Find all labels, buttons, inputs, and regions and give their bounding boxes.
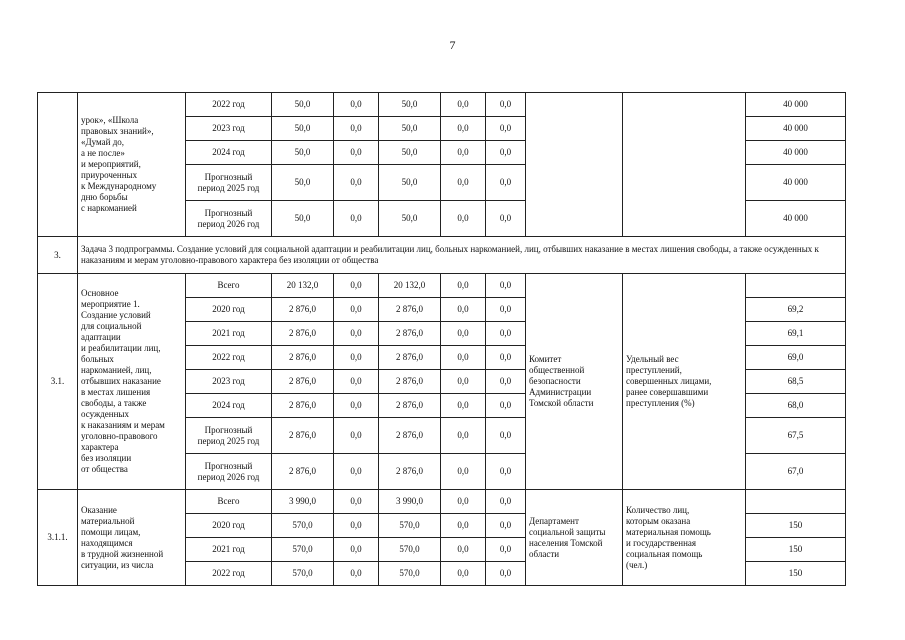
executor-cell <box>526 93 623 237</box>
other-cell: 0,0 <box>486 141 526 165</box>
activity-name-cell: Оказание материальной помощи лицам, находящимся в трудной жизненной ситуации, из числа <box>78 490 186 586</box>
total-cell: 570,0 <box>272 562 334 586</box>
period-cell: 2022 год <box>186 346 272 370</box>
period-cell: 2020 год <box>186 514 272 538</box>
target-value-cell <box>746 274 846 298</box>
indicator-cell <box>623 93 746 237</box>
federal-cell: 0,0 <box>334 346 379 370</box>
executor-cell: Департамент социальной защиты населения Томской области <box>526 490 623 586</box>
regional-cell: 50,0 <box>379 117 441 141</box>
total-cell: 2 876,0 <box>272 370 334 394</box>
regional-cell: 3 990,0 <box>379 490 441 514</box>
period-cell: Прогнозный период 2026 год <box>186 454 272 490</box>
target-value-cell: 69,1 <box>746 322 846 346</box>
federal-cell: 0,0 <box>334 298 379 322</box>
local-cell: 0,0 <box>441 418 486 454</box>
target-value-cell: 150 <box>746 514 846 538</box>
regional-cell: 2 876,0 <box>379 322 441 346</box>
total-cell: 2 876,0 <box>272 322 334 346</box>
regional-cell: 50,0 <box>379 93 441 117</box>
other-cell: 0,0 <box>486 93 526 117</box>
period-cell: 2021 год <box>186 322 272 346</box>
regional-cell: 2 876,0 <box>379 298 441 322</box>
activity-name-cell: урок», «Школа правовых знаний», «Думай до, а не после» и мероприятий, приуроченных к Международному дню борьбы с наркоманией <box>78 93 186 237</box>
federal-cell: 0,0 <box>334 274 379 298</box>
other-cell: 0,0 <box>486 490 526 514</box>
period-cell: Всего <box>186 490 272 514</box>
regional-cell: 50,0 <box>379 165 441 201</box>
regional-cell: 50,0 <box>379 141 441 165</box>
activity-name-cell: Основное мероприятие 1. Создание условий для социальной адаптации и реабилитации лиц, больных наркоманией, лиц, отбывших наказание в местах лишения свободы, а также осужденных к наказаниям и мерам уголовно-правового характера без изоляции от общества <box>78 274 186 490</box>
total-cell: 50,0 <box>272 93 334 117</box>
row-number-cell: 3.1.1. <box>38 490 78 586</box>
period-cell: Всего <box>186 274 272 298</box>
target-value-cell: 69,2 <box>746 298 846 322</box>
regional-cell: 20 132,0 <box>379 274 441 298</box>
total-cell: 2 876,0 <box>272 454 334 490</box>
total-cell: 50,0 <box>272 141 334 165</box>
total-cell: 2 876,0 <box>272 298 334 322</box>
other-cell: 0,0 <box>486 394 526 418</box>
executor-cell: Комитет общественной безопасности Администрации Томской области <box>526 274 623 490</box>
local-cell: 0,0 <box>441 394 486 418</box>
federal-cell: 0,0 <box>334 394 379 418</box>
federal-cell: 0,0 <box>334 562 379 586</box>
federal-cell: 0,0 <box>334 201 379 237</box>
other-cell: 0,0 <box>486 165 526 201</box>
other-cell: 0,0 <box>486 346 526 370</box>
total-cell: 3 990,0 <box>272 490 334 514</box>
target-value-cell: 40 000 <box>746 117 846 141</box>
local-cell: 0,0 <box>441 514 486 538</box>
federal-cell: 0,0 <box>334 93 379 117</box>
regional-cell: 2 876,0 <box>379 346 441 370</box>
local-cell: 0,0 <box>441 490 486 514</box>
regional-cell: 570,0 <box>379 562 441 586</box>
other-cell: 0,0 <box>486 201 526 237</box>
period-cell: 2022 год <box>186 562 272 586</box>
period-cell: 2021 год <box>186 538 272 562</box>
indicator-cell: Количество лиц, которым оказана материальная помощь и государственная социальная помощь (чел.) <box>623 490 746 586</box>
period-cell: Прогнозный период 2025 год <box>186 165 272 201</box>
page-number: 7 <box>449 38 456 52</box>
regional-cell: 570,0 <box>379 538 441 562</box>
local-cell: 0,0 <box>441 370 486 394</box>
federal-cell: 0,0 <box>334 454 379 490</box>
target-value-cell: 69,0 <box>746 346 846 370</box>
total-cell: 50,0 <box>272 165 334 201</box>
target-value-cell: 40 000 <box>746 201 846 237</box>
federal-cell: 0,0 <box>334 370 379 394</box>
local-cell: 0,0 <box>441 201 486 237</box>
other-cell: 0,0 <box>486 454 526 490</box>
total-cell: 50,0 <box>272 117 334 141</box>
local-cell: 0,0 <box>441 117 486 141</box>
table-row <box>38 274 846 298</box>
local-cell: 0,0 <box>441 562 486 586</box>
target-value-cell: 67,5 <box>746 418 846 454</box>
period-cell: 2024 год <box>186 141 272 165</box>
local-cell: 0,0 <box>441 141 486 165</box>
other-cell: 0,0 <box>486 418 526 454</box>
total-cell: 570,0 <box>272 538 334 562</box>
regional-cell: 2 876,0 <box>379 394 441 418</box>
federal-cell: 0,0 <box>334 538 379 562</box>
period-cell: Прогнозный период 2026 год <box>186 201 272 237</box>
target-value-cell: 68,0 <box>746 394 846 418</box>
other-cell: 0,0 <box>486 117 526 141</box>
program-table <box>37 92 846 586</box>
other-cell: 0,0 <box>486 274 526 298</box>
task-number: 3. <box>38 237 78 274</box>
target-value-cell: 68,5 <box>746 370 846 394</box>
federal-cell: 0,0 <box>334 165 379 201</box>
federal-cell: 0,0 <box>334 490 379 514</box>
target-value-cell: 150 <box>746 562 846 586</box>
indicator-cell: Удельный вес преступлений, совершенных лицами, ранее совершавшими преступления (%) <box>623 274 746 490</box>
target-value-cell: 150 <box>746 538 846 562</box>
row-number-cell: 3.1. <box>38 274 78 490</box>
task-row <box>38 237 846 274</box>
table-row <box>38 490 846 514</box>
total-cell: 570,0 <box>272 514 334 538</box>
other-cell: 0,0 <box>486 562 526 586</box>
federal-cell: 0,0 <box>334 141 379 165</box>
regional-cell: 570,0 <box>379 514 441 538</box>
other-cell: 0,0 <box>486 322 526 346</box>
period-cell: 2020 год <box>186 298 272 322</box>
total-cell: 2 876,0 <box>272 346 334 370</box>
other-cell: 0,0 <box>486 514 526 538</box>
federal-cell: 0,0 <box>334 117 379 141</box>
federal-cell: 0,0 <box>334 514 379 538</box>
regional-cell: 2 876,0 <box>379 370 441 394</box>
total-cell: 2 876,0 <box>272 394 334 418</box>
regional-cell: 2 876,0 <box>379 418 441 454</box>
other-cell: 0,0 <box>486 370 526 394</box>
other-cell: 0,0 <box>486 298 526 322</box>
other-cell: 0,0 <box>486 538 526 562</box>
period-cell: Прогнозный период 2025 год <box>186 418 272 454</box>
local-cell: 0,0 <box>441 274 486 298</box>
local-cell: 0,0 <box>441 454 486 490</box>
table-row <box>38 93 846 117</box>
local-cell: 0,0 <box>441 298 486 322</box>
row-number-cell <box>38 93 78 237</box>
local-cell: 0,0 <box>441 322 486 346</box>
period-cell: 2024 год <box>186 394 272 418</box>
regional-cell: 2 876,0 <box>379 454 441 490</box>
local-cell: 0,0 <box>441 538 486 562</box>
target-value-cell: 40 000 <box>746 141 846 165</box>
local-cell: 0,0 <box>441 93 486 117</box>
local-cell: 0,0 <box>441 346 486 370</box>
federal-cell: 0,0 <box>334 418 379 454</box>
total-cell: 2 876,0 <box>272 418 334 454</box>
target-value-cell: 67,0 <box>746 454 846 490</box>
total-cell: 50,0 <box>272 201 334 237</box>
target-value-cell <box>746 490 846 514</box>
period-cell: 2022 год <box>186 93 272 117</box>
total-cell: 20 132,0 <box>272 274 334 298</box>
target-value-cell: 40 000 <box>746 165 846 201</box>
period-cell: 2023 год <box>186 370 272 394</box>
federal-cell: 0,0 <box>334 322 379 346</box>
local-cell: 0,0 <box>441 165 486 201</box>
target-value-cell: 40 000 <box>746 93 846 117</box>
period-cell: 2023 год <box>186 117 272 141</box>
regional-cell: 50,0 <box>379 201 441 237</box>
task-description: Задача 3 подпрограммы. Создание условий для социальной адаптации и реабилитации лиц, больных наркоманией, лиц, отбывших наказание в местах лишения свободы, а также осужденных к наказаниям и мерам уголовно-правового характера без изоляции от общества <box>78 237 846 274</box>
